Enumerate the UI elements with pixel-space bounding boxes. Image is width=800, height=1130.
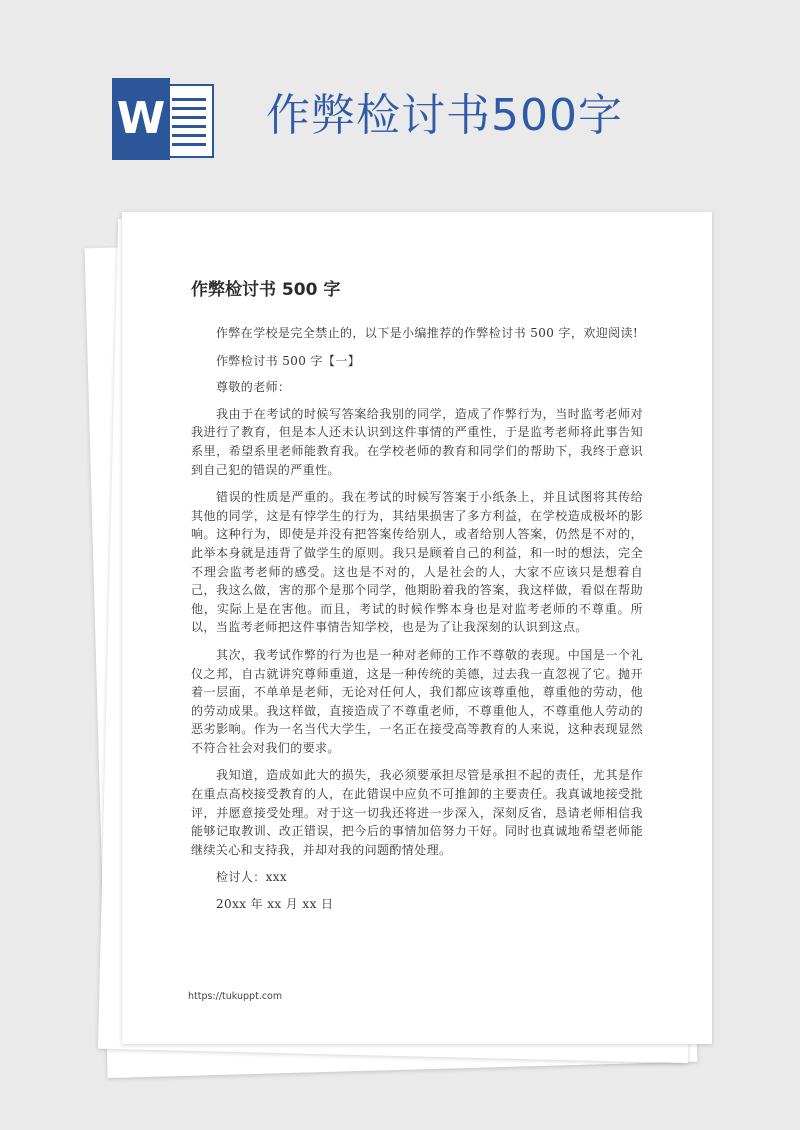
source-url: https://tukuppt.com [188, 991, 283, 1002]
body-paragraph: 我知道，造成如此大的损失，我必须要承担尽管是承担不起的责任，尤其是作在重点高校接受教育的人，在此错误中应负不可推卸的主要责任。我真诚地接受批评，并愿意接受处理。对于这一切我还将进一步深入，深刻反省，恳请老师相信我能够记取教训、改正错误，把今后的事情加倍努力干好。同时也真诚地希望老师能继续关心和支持我，并却对我的问题酌情处理。 [191, 768, 643, 857]
body-paragraph: 其次，我考试作弊的行为也是一种对老师的工作不尊敬的表现。中国是一个礼仪之邦，自古就讲究尊师重道，这是一种传统的美德，过去我一直忽视了它。抛开着一层面，不单单是老师，无论对任何人，我们都应该尊重他，尊重他的劳动，他的劳动成果。我这样做，直接造成了不尊重老师，不尊重他人，不尊重他人劳动的恶劣影响。作为一名当代大学生，一名正在接受高等教育的人来说，这种表现显然不符合社会对我们的要求。 [191, 647, 643, 755]
document-body [191, 278, 643, 922]
document-title: 作弊检讨书 500 字 [191, 280, 341, 300]
document-page [122, 212, 712, 1044]
body-paragraph: 错误的性质是严重的。我在考试的时候写答案于小纸条上，并且试图将其传给其他的同学，这是有悖学生的行为，其结果损害了多方利益，在学校造成极坏的影响。这种行为，即使是并没有把答案传给别人，或者给别人答案，仍然是不对的，此举本身就是违背了做学生的原则。我只是顾着自己的利益，和一时的想法，完全不理会监考老师的感受。这也是不对的，人是社会的人，大家不应该只是想着自己，我这么做，害的那个是那个同学，他期盼着我的答案，我这样做，看似在帮助他，实际上是在害他。而且，考试的时候作弊本身也是对监考老师的不尊重。所以，当监考老师把这件事情告知学校，也是为了让我深刻的认识到这点。 [191, 490, 643, 635]
intro-paragraph: 作弊在学校是完全禁止的，以下是小编推荐的作弊检讨书 500 字，欢迎阅读! [216, 326, 639, 340]
banner-title: 作弊检讨书500字 [266, 90, 623, 141]
body-paragraph: 我由于在考试的时候写答案给我别的同学，造成了作弊行为，当时监考老师对我进行了教育，但是本人还未认识到这件事情的严重性，于是监考老师将此事告知系里，希望系里老师能教育我。在学校老师的教育和同学们的帮助下，我终于意识到自己犯的错误的严重性。 [191, 406, 643, 477]
word-logo-icon [112, 78, 216, 160]
salutation: 尊敬的老师： [216, 380, 291, 395]
section-heading: 作弊检讨书 500 字【一】 [216, 353, 361, 368]
signature-line: 检讨人：xxx [216, 870, 288, 885]
banner [0, 0, 800, 210]
word-badge: W [112, 78, 170, 160]
date-line: 20xx 年 xx 月 xx 日 [216, 897, 334, 912]
